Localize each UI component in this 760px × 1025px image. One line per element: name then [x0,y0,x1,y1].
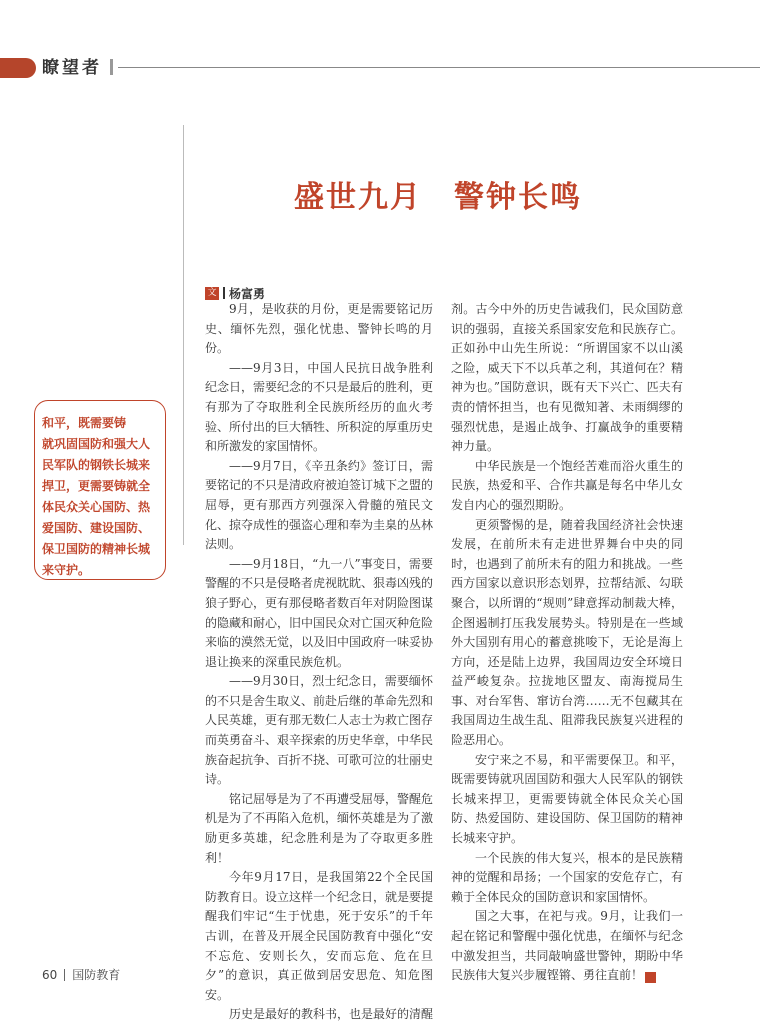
author-mark-icon: 文 [205,287,219,300]
pullquote-line: 捍卫，更需要铸就全 [42,479,151,493]
paragraph [451,300,683,457]
paragraph [451,751,683,849]
pullquote-line: 和平，既需要铸 [42,416,127,430]
paragraph-text: 安宁来之不易，和平需要保卫。和平，既需要铸就巩固国防和强大人民军队的钢铁长城来捍卫，更需要铸就全体民众关心国防、热爱国防、建设国防、保卫国防的精神长城来守护。 [451,752,683,846]
pullquote-line: 体民众关心国防、热 [42,500,151,514]
byline-separator [223,287,225,299]
pullquote-line: 就巩固国防和强大人 [42,437,151,451]
page-footer [42,966,120,983]
paragraph [205,359,433,457]
paragraph [205,300,433,359]
paragraph-text: 今年9月17日，是我国第22个全民国防教育日。设立这样一个纪念日，就是要提醒我们牢记“生于忧患，死于安乐”的千年古训，在普及开展全民国防教育中强化“安不忘危、安则长久，安而忘危、危在旦夕”的意识，真正做到居安思危、知危图安。 [205,870,434,1002]
paragraph [205,790,433,868]
paragraph-text: ——9月30日，烈士纪念日，需要缅怀的不只是舍生取义、前赴后继的革命先烈和人民英雄，更有那无数仁人志士为救亡图存而英勇奋斗、艰辛探索的历史华章，中华民族奋起抗争、百折不挠、可歌可泣的壮丽史诗。 [205,674,434,787]
paragraph [205,672,433,790]
paragraph [205,457,433,555]
paragraph-text: 更须警惕的是，随着我国经济社会快速发展，在前所未有走进世界舞台中央的同时，也遇到了前所未有的阻力和挑战。一些西方国家以意识形态划界，拉帮结派、勾联聚合，以所谓的“规则”肆意挥动制裁大棒，企图遏制打压我发展势头。特别是在一些域外大国别有用心的蓄意挑唆下，无论是海上方向，还是陆上边界，我国周边安全环境日益严峻复杂。拉拢地区盟友、南海搅局生事、对台军售、窜访台湾……无不包藏其在我国周边生战生乱、阻滞我民族复兴进程的险恶用心。 [451,517,683,748]
pullquote-line: 爱国防、建设国防、 [42,521,151,535]
vertical-rule [183,125,184,545]
paragraph [205,868,433,1005]
byline [205,285,265,301]
paragraph [451,907,683,985]
header-accent-bar [0,58,36,78]
pullquote-text [42,413,160,581]
header-rule [118,67,760,68]
end-mark-icon: G [645,972,656,983]
article-title: 盛世九月 警钟长鸣 [294,180,582,215]
paragraph [451,457,683,516]
paragraph-text: ——9月3日，中国人民抗日战争胜利纪念日，需要纪念的不只是最后的胜利，更有那为了夺取胜利全民族所经历的血火考验、所付出的巨大牺牲、所积淀的厚重历史和所激发的家国情怀。 [205,360,434,454]
paragraph-text: 9月，是收获的月份，更是需要铭记历史、缅怀先烈，强化忧患、警钟长鸣的月份。 [205,302,433,356]
paragraph [205,1005,433,1025]
paragraph-text: 中华民族是一个饱经苦难而浴火重生的民族，热爱和平、合作共赢是每名中华儿女发自内心的强烈期盼。 [451,458,683,512]
paragraph [205,555,433,673]
paragraph-text: 铭记屈辱是为了不再遭受屈辱，警醒危机是为了不再陷入危机，缅怀英雄是为了激励更多英雄，纪念胜利是为了夺取更多胜利！ [205,791,434,865]
paragraph-text: 剂。古今中外的历史告诫我们，民众国防意识的强弱，直接关系国家安危和民族存亡。正如孙中山先生所说：“所谓国家不以山溪之险，威天下不以兵革之利，其道何在？精神为也。”国防意识，既有天下兴亡、匹夫有责的情怀担当，也有见微知著、未雨绸缪的强烈忧患，是遏止战争、打赢战争的重要精神力量。 [451,302,683,454]
right-column [451,300,683,986]
publication-name: 国防教育 [72,968,121,982]
header-separator [110,59,113,75]
left-column [205,300,433,1025]
pullquote-line: 民军队的钢铁长城来 [42,458,151,472]
footer-separator [64,969,65,981]
section-title: 瞭望者 [42,58,102,78]
paragraph-text: ——9月7日，《辛丑条约》签订日，需要铭记的不只是清政府被迫签订城下之盟的屈辱，更有那西方列强深入骨髓的殖民文化、掠夺成性的强盗心理和奉为圭臬的丛林法则。 [205,458,434,552]
paragraph-text: 历史是最好的教科书，也是最好的清醒 [229,1007,434,1022]
author-name: 杨富勇 [229,286,266,301]
paragraph-text: 一个民族的伟大复兴，根本的是民族精神的觉醒和昂扬；一个国家的安危存亡，有赖于全体民众的国防意识和家国情怀。 [451,850,683,904]
pullquote-line: 保卫国防的精神长城 [42,542,151,556]
paragraph-text: ——9月18日，“九一八”事变日，需要警醒的不只是侵略者虎视眈眈、狠毒凶残的狼子野心，更有那侵略者数百年对阴险图谋的隐藏和耐心，旧中国民众对亡国灭种危险来临的漠然无觉，以及旧中国政府一味妥协退让换来的深重民族危机。 [205,556,434,669]
pullquote-line: 来守护。 [42,563,91,577]
paragraph [451,516,683,751]
paragraph [451,849,683,908]
page-number: 60 [42,967,58,982]
paragraph-text: 国之大事，在祀与戎。9月，让我们一起在铭记和警醒中强化忧患，在缅怀与纪念中激发担当，共同敲响盛世警钟，期盼中华民族伟大复兴步履铿锵、勇往直前！ [451,909,683,983]
